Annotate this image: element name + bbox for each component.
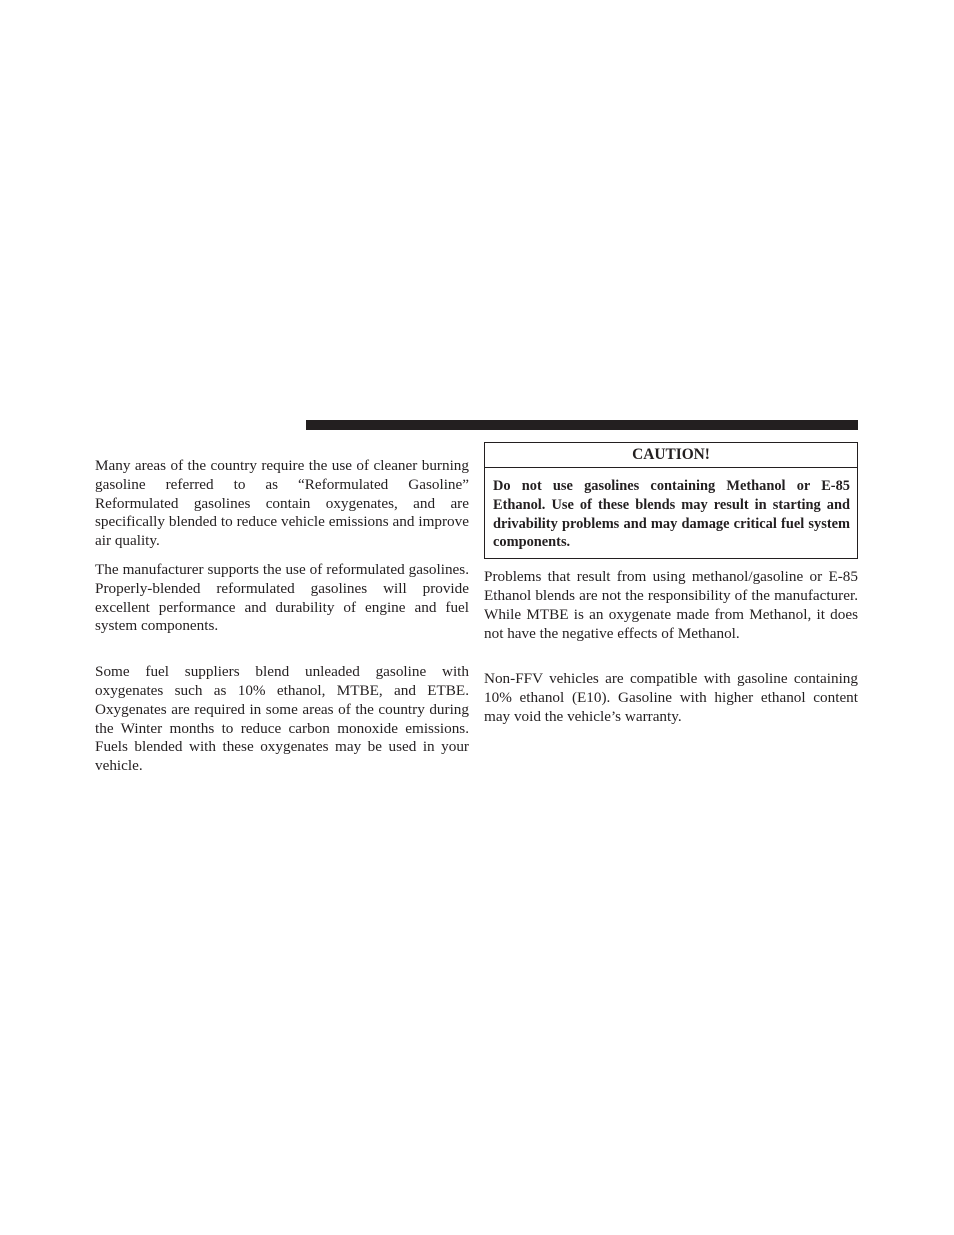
ethanol-compatibility-paragraph: Non-FFV vehicles are compatible with gasoline containing 10% ethanol (E10). Gasoline with higher ethanol content may void the vehicle’s warranty. [484,670,858,725]
oxygenates-paragraph: Some fuel suppliers blend unleaded gasoline with oxygenates such as 10% ethanol, MTBE, and ETBE. Oxygenates are required in some areas of the country during the Winter months to reduce carbon monoxide emissions. Fuels blended with these oxygenates may be used in your vehicle. [95,663,469,775]
left-column [95,457,469,776]
manufacturer-support-paragraph: The manufacturer supports the use of reformulated gasolines. Properly-blended reformulated gasolines will provide excellent performance and durability of engine and fuel system components. [95,560,469,635]
caution-box [484,442,858,559]
caution-text: Do not use gasolines containing Methanol or E-85 Ethanol. Use of these blends may result in starting and drivability problems and may damage critical fuel system components. [493,478,850,551]
methanol-responsibility-paragraph: Problems that result from using methanol/gasoline or E-85 Ethanol blends are not the responsibility of the manufacturer. While MTBE is an oxygenate made from Methanol, it does not have the negative effects of Methanol. [484,568,858,642]
caution-title: CAUTION! [485,443,857,468]
right-column [484,442,858,727]
reformulated-gasoline-paragraph: Many areas of the country require the use of cleaner burning gasoline referred to as “Reformulated Gasoline” Reformulated gasolines contain oxygenates, and are specifically blended to reduce vehicle emissions and improve air quality. [95,457,469,550]
section-header-bar [306,420,858,430]
